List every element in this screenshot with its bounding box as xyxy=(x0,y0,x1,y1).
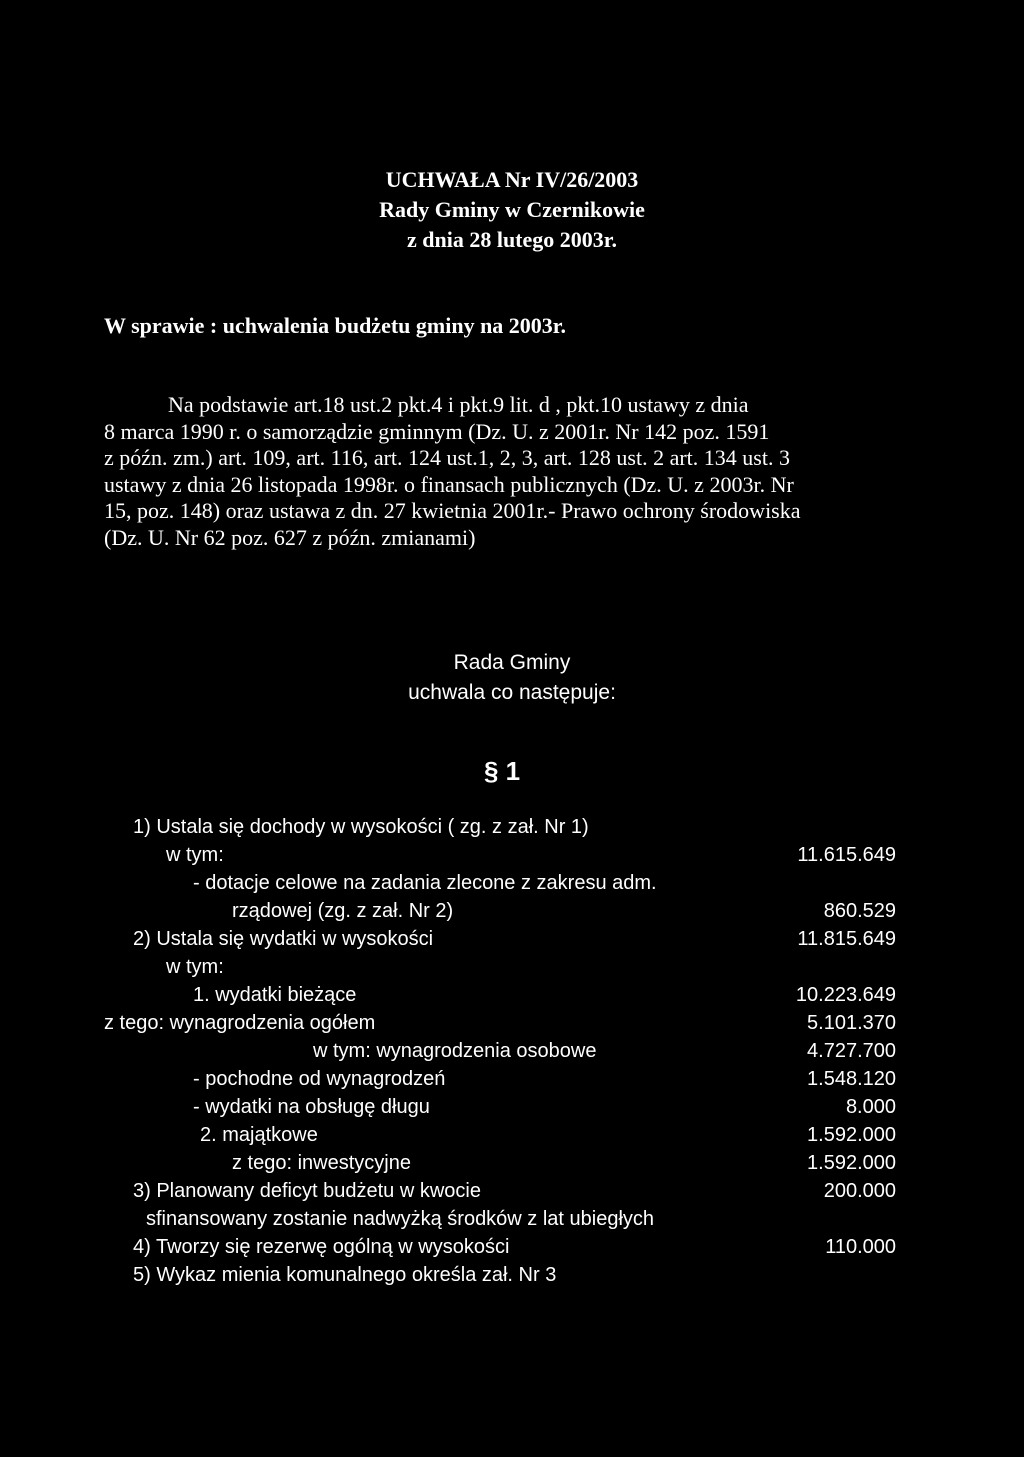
budget-row-amount: 110.000 xyxy=(825,1236,896,1258)
budget-row xyxy=(0,1093,1024,1121)
budget-row-label: - pochodne od wynagrodzeń xyxy=(193,1068,446,1090)
budget-row xyxy=(0,813,1024,841)
budget-row xyxy=(0,1009,1024,1037)
budget-row-amount: 1.548.120 xyxy=(807,1068,896,1090)
budget-row-label: rządowej (zg. z zał. Nr 2) xyxy=(232,900,454,922)
section-mark: § 1 xyxy=(484,756,521,786)
legal-basis-line: 15, poz. 148) oraz ustawa z dn. 27 kwietnia 2001r.- Prawo ochrony środowiska xyxy=(104,498,801,523)
budget-row xyxy=(0,925,1024,953)
budget-row-label: w tym: xyxy=(166,956,224,978)
resolution-subject: W sprawie : uchwalenia budżetu gminy na 2003r. xyxy=(104,313,567,338)
budget-row xyxy=(0,1121,1024,1149)
budget-row-amount: 1.592.000 xyxy=(807,1124,896,1146)
budget-row-amount: 5.101.370 xyxy=(807,1012,896,1034)
budget-row-label: - dotacje celowe na zadania zlecone z zakresu adm. xyxy=(193,872,657,894)
budget-row-amount: 10.223.649 xyxy=(795,984,896,1006)
budget-row xyxy=(0,897,1024,925)
legal-basis-line: z późn. zm.) art. 109, art. 116, art. 124 ust.1, 2, 3, art. 128 ust. 2 art. 134 ust. 3 xyxy=(104,445,790,470)
council-line-1: Rada Gminy xyxy=(453,651,571,674)
budget-row-label: 2. majątkowe xyxy=(200,1124,318,1146)
legal-basis xyxy=(104,392,904,551)
budget-row xyxy=(0,1205,1024,1233)
budget-row-label: 4) Tworzy się rezerwę ogólną w wysokości xyxy=(133,1236,510,1258)
legal-basis-line: 8 marca 1990 r. o samorządzie gminnym (Dz. U. z 2001r. Nr 142 poz. 1591 xyxy=(104,418,770,444)
legal-basis-line: Na podstawie art.18 ust.2 pkt.4 i pkt.9 lit. d , pkt.10 ustawy z dnia xyxy=(168,392,749,417)
budget-row xyxy=(0,981,1024,1009)
budget-list xyxy=(0,813,1024,1289)
budget-row xyxy=(0,1065,1024,1093)
budget-row xyxy=(0,841,1024,869)
legal-basis-line: (Dz. U. Nr 62 poz. 627 z późn. zmianami) xyxy=(104,524,476,550)
budget-row-label: 3) Planowany deficyt budżetu w kwocie xyxy=(133,1180,481,1202)
budget-row xyxy=(0,953,1024,981)
resolution-title: UCHWAŁA Nr IV/26/2003 xyxy=(385,167,639,192)
resolution-header xyxy=(0,165,1024,255)
budget-row-label: z tego: inwestycyjne xyxy=(232,1152,411,1174)
council-resolves xyxy=(0,648,1024,708)
budget-row-amount: 1.592.000 xyxy=(807,1152,896,1174)
budget-row-label: 1) Ustala się dochody w wysokości ( zg. z zał. Nr 1) xyxy=(133,816,589,838)
legal-basis-line: ustawy z dnia 26 listopada 1998r. o finansach publicznych (Dz. U. z 2003r. Nr xyxy=(104,471,794,497)
budget-row-amount: 4.727.700 xyxy=(807,1040,896,1062)
budget-row-label: - wydatki na obsługę długu xyxy=(193,1096,430,1118)
council-line-2: uchwala co następuje: xyxy=(408,681,616,704)
budget-row xyxy=(0,1261,1024,1289)
budget-row-label: 5) Wykaz mienia komunalnego określa zał. Nr 3 xyxy=(133,1264,557,1286)
budget-row-label: z tego: wynagrodzenia ogółem xyxy=(104,1012,376,1034)
budget-row-amount: 11.815.649 xyxy=(797,928,896,950)
budget-row-label: 2) Ustala się wydatki w wysokości xyxy=(133,928,434,950)
budget-row xyxy=(0,1037,1024,1065)
budget-row xyxy=(0,869,1024,897)
resolution-date: z dnia 28 lutego 2003r. xyxy=(406,227,618,252)
budget-row-label: sfinansowany zostanie nadwyżką środków z lat ubiegłych xyxy=(146,1208,655,1230)
budget-row-amount: 11.615.649 xyxy=(797,844,896,866)
budget-row-amount: 200.000 xyxy=(823,1180,896,1202)
budget-row-label: w tym: xyxy=(166,844,224,866)
budget-row xyxy=(0,1149,1024,1177)
council-name: Rady Gminy w Czernikowie xyxy=(379,197,645,222)
budget-row-amount: 8.000 xyxy=(845,1096,896,1118)
budget-row-label: 1. wydatki bieżące xyxy=(193,984,357,1006)
budget-row-amount: 860.529 xyxy=(823,900,896,922)
budget-row xyxy=(0,1177,1024,1205)
budget-row xyxy=(0,1233,1024,1261)
budget-row-label: w tym: wynagrodzenia osobowe xyxy=(313,1040,597,1062)
